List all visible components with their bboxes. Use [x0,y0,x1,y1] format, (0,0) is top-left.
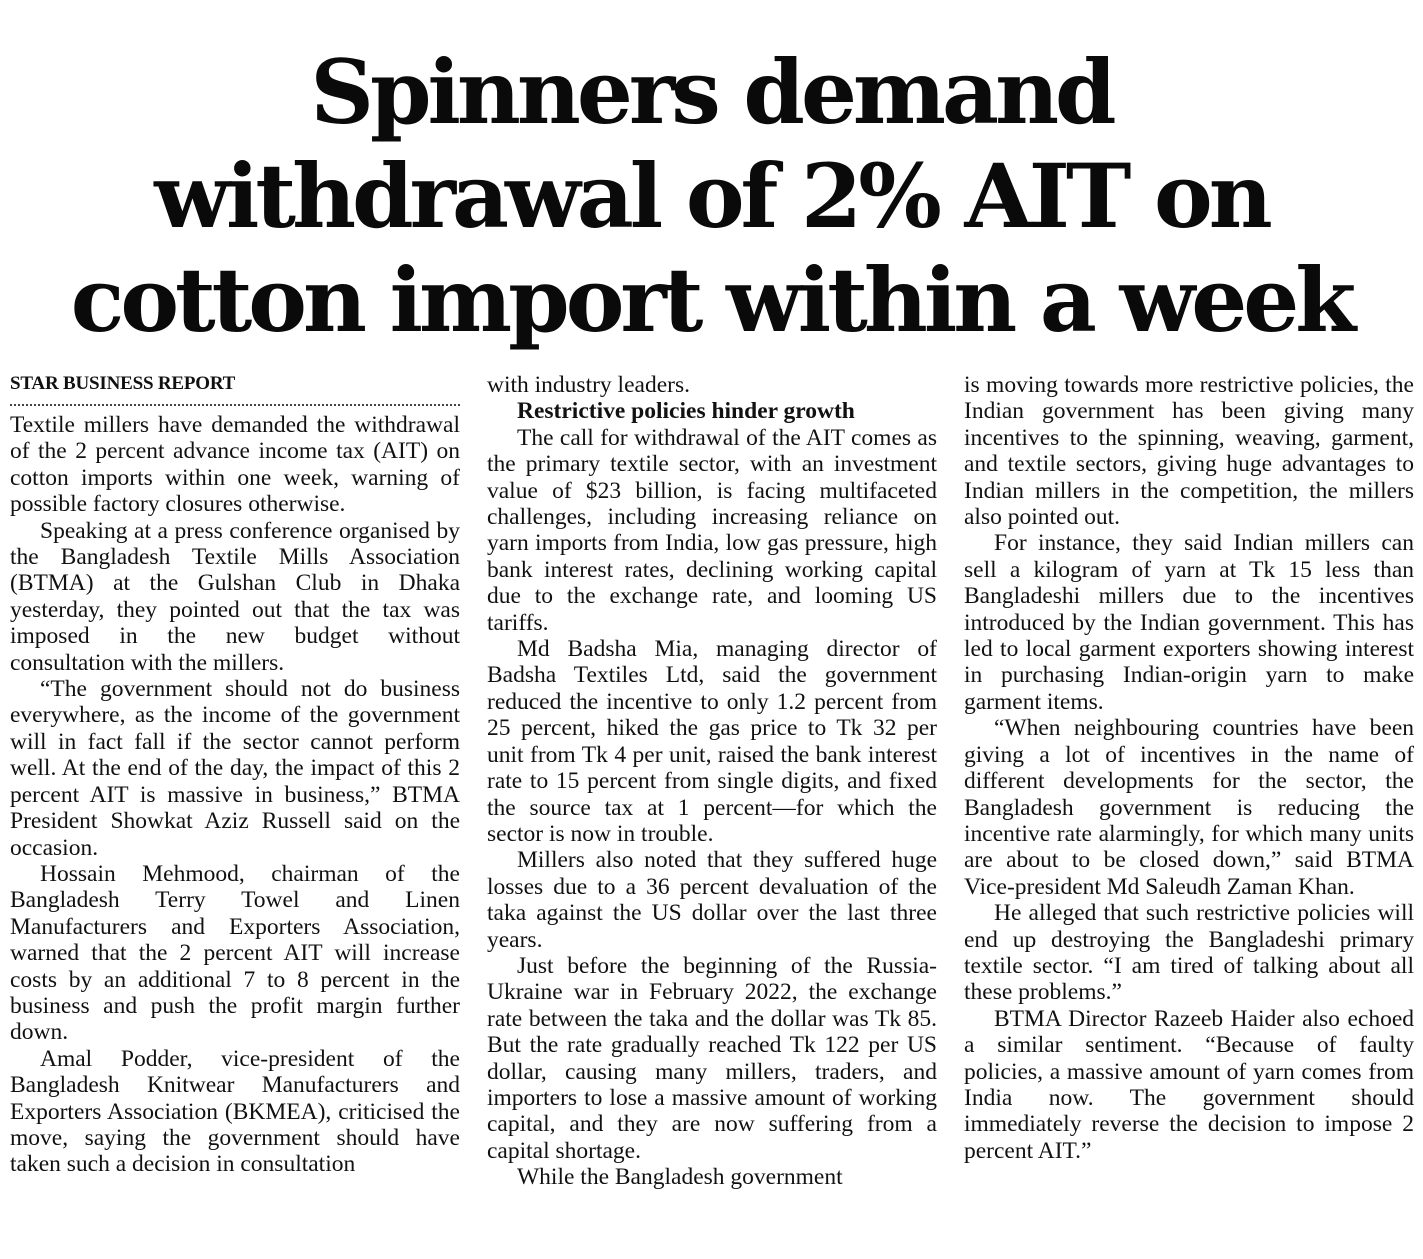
paragraph: “The government should not do business everywhere, as the income of the government will in fact fall if the sector cannot perform well. At the end of the day, the impact of this 2 percent AIT is massive in business,” BTMA President Showkat Aziz Russell said on the occasion. [10,676,460,861]
subheading: Restrictive policies hinder growth [517,398,855,425]
paragraph: Textile millers have demanded the withdrawal of the 2 percent advance income tax (AIT) on cotton imports within one week, warning of possible factory closures otherwise. [10,412,460,518]
paragraph: Millers also noted that they suffered huge losses due to a 36 percent devaluation of the taka against the US dollar over the last three years. [487,847,937,953]
paragraph: Speaking at a press conference organised by the Bangladesh Textile Mills Association (BTMA) at the Gulshan Club in Dhaka yesterday, they pointed out that the tax was imposed in the new budget without consultation with the millers. [10,517,460,676]
paragraph: Hossain Mehmood, chairman of the Bangladesh Terry Towel and Linen Manufacturers and Exporters Association, warned that the 2 percent AIT will increase costs by an additional 7 to 8 percent in the business and push the profit margin further down. [10,860,460,1046]
paragraph: While the Bangladesh government [517,1164,843,1191]
paragraph: For instance, they said Indian millers can sell a kilogram of yarn at Tk 15 less than Bangladeshi millers due to the incentives introduced by the Indian government. This has led to local garment exporters showing interest in purchasing Indian-origin yarn to make garment items. [964,530,1414,715]
column-2 [487,372,937,1252]
paragraph-continuation: is moving towards more restrictive policies, the Indian government has been giving many incentives to the spinning, weaving, garment, and textile sectors, giving huge advantages to Indian millers in the competition, the millers also pointed out. [964,372,1414,531]
column-1 [10,372,460,1252]
paragraph: BTMA Director Razeeb Haider also echoed a similar sentiment. “Because of faulty policies, a massive amount of yarn comes from India now. The government should immediately reverse the decision to impose 2 percent AIT.” [964,1005,1414,1164]
headline-line-1: Spinners demand [310,40,1113,144]
byline: STAR BUSINESS REPORT [10,372,460,406]
headline [0,40,1423,352]
paragraph-continuation: with industry leaders. [487,372,690,398]
headline-line-3: cotton import within a week [70,248,1353,352]
paragraph: Amal Podder, vice-president of the Bangladesh Knitwear Manufacturers and Exporters Association (BKMEA), criticised the move, saying the government should have taken such a decision in consultation [10,1045,460,1178]
paragraph: Just before the beginning of the Russia-Ukraine war in February 2022, the exchange rate between the taka and the dollar was Tk 85. But the rate gradually reached Tk 122 per US dollar, causing many millers, traders, and importers to lose a massive amount of working capital, and they are now suffering from a capital shortage. [487,952,937,1164]
column-3 [964,372,1414,1252]
paragraph: Md Badsha Mia, managing director of Badsha Textiles Ltd, said the government reduced the incentive to only 1.2 percent from 25 percent, hiked the gas price to Tk 32 per unit from Tk 4 per unit, raised the bank interest rate to 15 percent from single digits, and fixed the source tax at 1 percent—for which the sector is now in trouble. [487,636,937,847]
paragraph: He alleged that such restrictive policies will end up destroying the Bangladeshi primary textile sector. “I am tired of talking about all these problems.” [964,900,1414,1006]
paragraph: “When neighbouring countries have been giving a lot of incentives in the name of different developments for the sector, the Bangladesh government is reducing the incentive rate alarmingly, for which many units are about to be closed down,” said BTMA Vice-president Md Saleudh Zaman Khan. [964,715,1414,900]
headline-line-2: withdrawal of 2% AIT on [154,144,1269,248]
paragraph: The call for withdrawal of the AIT comes as the primary textile sector, with an investment value of $23 billion, is facing multifaceted challenges, including increasing reliance on yarn imports from India, low gas pressure, high bank interest rates, declining working capital due to the exchange rate, and looming US tariffs. [487,424,937,636]
